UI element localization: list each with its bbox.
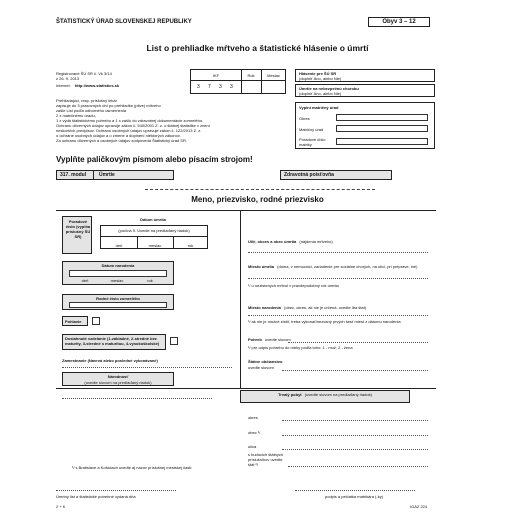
registration-line-2: z 26. 9. 2013 [56, 76, 80, 81]
internet-url[interactable]: http://www.statistics.sk [74, 83, 120, 88]
zdravotna-poistovna-box[interactable] [280, 170, 392, 180]
ico-header-mesiac: Mesiac [267, 73, 280, 78]
zdravotna-poistovna-label: Zdravotná poisťovňa [284, 172, 334, 178]
pohlavie-box [62, 316, 88, 326]
matricny-urad-field[interactable] [336, 125, 428, 132]
instruction-line: zapisuje do 3 prasovných dní po prehliadke (pitve) mŕtveho [56, 103, 161, 108]
nebezpecna-choroba-sub: (doplniť Áno, alebo Nie) [299, 91, 342, 96]
statne-obcianstvo-sub: uvedte slovom [248, 365, 274, 370]
miesto-umrtia-label [248, 264, 432, 269]
datum-umrtia-table [100, 225, 208, 249]
poradove-cislo-label: Poradové číslo (vyplňa príslušný ŠÚ SR) [65, 219, 91, 239]
datum-umrtia-rok: rok [187, 243, 194, 248]
instruction-line: Za ochranu dôverných a osobných údajov zodpovedá Štatistický úrad SR. [56, 138, 187, 143]
matricny-title: Vyplní matričný úrad [299, 105, 339, 110]
hlasenie-sr-label: Hlásenie pre ŠÚ SR [299, 71, 337, 76]
datum-narodenia-mesiac: mesiac [110, 278, 124, 283]
ico-table [190, 69, 286, 94]
trvaly-ulica-label: ulica [248, 444, 257, 449]
vzdelanie-box [62, 334, 166, 350]
datum-umrtia-mesiac: mesiac [148, 243, 162, 248]
trvaly-obec-label: obec ²/ [248, 430, 261, 435]
hlasenie-sr-box[interactable] [295, 69, 435, 82]
trvaly-pobyt-text: Trvalý pobyt [278, 392, 302, 397]
hlasenie-sr-sub: (doplniť Áno, alebo Nie) [299, 76, 342, 81]
instructions-block [56, 98, 339, 143]
form-code: Obyv 3 – 12 [368, 17, 430, 27]
datum-umrtia-label: Dátum úmrtia [140, 217, 166, 222]
nebezpecna-choroba-box[interactable] [295, 84, 435, 97]
miesto-narodenia-sub: (obec, okres, ak nie je určená, uvedte iba štát) [284, 305, 367, 310]
trvaly-pobyt-box [240, 390, 410, 403]
narodnost-box [62, 372, 174, 386]
form-sheet [50, 14, 465, 510]
datum-umrtia-sub: (počína 9. Uvedie na predlaďaný riadok) [118, 228, 190, 233]
instruction-line: 2 x matričnému úradu, [56, 113, 96, 118]
instruction-line: neskorších predpisov. Ochranu osobných údajov upravuje zákon č. 122/2013 Z. z. [56, 128, 202, 133]
pohreb-note: ¹/ pre odpis pohrebu do robky podľa toho: 1 - muž, 2 - žena [248, 345, 353, 350]
matricny-okres-label: Okres [299, 116, 310, 121]
miesto-narodenia-note: ¹/ ak nie je možné zistiť, treba vykonať/nezvaný prvých šesť miest z dátumu narodenia [248, 319, 401, 324]
miesto-narodenia-text: Miesto narodenia [248, 305, 281, 310]
module-row [56, 170, 174, 180]
datum-narodenia-box [62, 261, 174, 285]
ico-digit: 7 [208, 84, 211, 90]
trvaly-ulica-note: s budúcich štátnych príslušníkov uvedte štát ²/ [248, 452, 284, 467]
instruction-line: o ochrane osobných údajov a o zmene a doplnení niektorých zákonov. [56, 133, 181, 138]
datum-narodenia-rok: rok [147, 278, 153, 283]
datum-narodenia-den: deň [81, 278, 89, 283]
datum-umrtia-den: deň [115, 243, 123, 248]
pohreb-text: Pohreb [248, 337, 262, 342]
matricny-urad-box [295, 102, 435, 149]
vzdelanie-field[interactable] [170, 337, 178, 345]
vzdelanie-label: Dosiahnuté vzdelanie (1-základné, 2-stredné bez maturity, 3-stredné s maturitou, 4-vysokoškolské) [65, 336, 160, 346]
matricny-poradove-field[interactable] [336, 138, 428, 145]
form-title: List o prehliadke mŕtveho a štatistické hlásenie o úmrtí [146, 43, 369, 53]
pohlavie-field[interactable] [92, 317, 100, 325]
miesto-narodenia-label [248, 305, 366, 310]
miesto-umrtia-sub: (doma, v nemocnici, zariadenie pre sociálne chorých, na ulici, pri preprave, iné) [277, 264, 418, 269]
narodnost-sub: (uvedte slovom na predlaďaný riadok) [84, 380, 152, 385]
datum-narodenia-field[interactable] [69, 270, 167, 277]
instruction-line: Prehliadajúci, resp. príslušný lekár [56, 98, 117, 103]
bottom-right-code: IGAZ 224 [410, 504, 428, 509]
footnote: ¹/ s Bratislave a Košiciach uvedte aj názov príslušnej mestskej časti [72, 465, 192, 470]
module-number: 317. modul [60, 172, 87, 178]
ico-digit: 3 [230, 84, 233, 90]
signature-right-label: podpis a pečiatka matrikára (-ky) [325, 494, 384, 499]
rodne-cislo-field[interactable] [69, 302, 167, 308]
ulica-obec-label [248, 239, 333, 244]
zamestnanie-label: Zamestnanie (Navrvá alebo posledné vykonávané) [62, 358, 158, 363]
datum-narodenia-label: Dátum narodenia [101, 263, 135, 268]
matricny-urad-label: Matričný úrad [299, 127, 324, 132]
ico-header-rok: Rok [247, 73, 255, 78]
trvaly-okres-label: okres [248, 415, 258, 420]
miesto-umrtia-text: Miesto úmrtia [248, 264, 275, 269]
module-label: Úmrtie [99, 172, 115, 178]
registration-line-1: Registrované ŠÚ SR č. Vk 3/14 [56, 71, 112, 76]
agency-name: ŠTATISTICKÝ ÚRAD SLOVENSKEJ REPUBLIKY [56, 19, 192, 25]
statne-obcianstvo-label: Štátne občianstvo [248, 359, 283, 364]
nebezpecna-choroba-label: Úmrtie na nebezpečnú chorobu [299, 86, 359, 91]
name-heading: Meno, priezvisko, rodné priezvisko [191, 195, 324, 204]
ico-digit: 3 [197, 84, 200, 90]
signature-left-label: Úmrtný list a štatistické potrebné vydaná dňa [56, 494, 136, 499]
instruction-line: 1 x výdá štatistickému pohrebu a 1 x zašlú do zdravotnej dokumentácie zomrelého. [56, 118, 204, 123]
trvaly-pobyt-sub: (uvedte slovom na predlaďaný riadok) [304, 392, 372, 397]
internet-label: Internet: [56, 83, 71, 88]
pohlavie-label: Pohlavie [65, 319, 82, 324]
internet-row [56, 83, 119, 88]
ico-header-ikf: IKF [212, 73, 220, 78]
narodnost-label: Národnosť [107, 374, 129, 379]
miesto-umrtia-note: ¹/ u nezistených mŕtvol v pravdepodobný rok úmrtia [248, 283, 339, 288]
ulica-obec-sub: (nájdenia mŕtveho) [299, 239, 333, 244]
pohreb-sub: uvedte slovom [264, 337, 291, 342]
instruction-line: Ochranu dôverných údajov upravuje zákon č. 540/2001 Z. z. o štátnej štatistike v znení [56, 123, 210, 128]
ulica-obec-text: Ulič, obces a obec úmrtia [248, 239, 297, 244]
matricny-poradove-label: Poradové číslo matriky [299, 137, 326, 147]
rodne-cislo-box [62, 294, 174, 310]
bottom-left-code: 2 + K [56, 504, 66, 509]
matricny-okres-field[interactable] [336, 114, 428, 121]
trvaly-pobyt-label [241, 392, 409, 397]
poradove-cislo-box [62, 216, 92, 254]
instruction-line: zašle List podľa odborného usmernenia [56, 108, 127, 113]
pohreb-label [248, 337, 291, 342]
ico-digit: 3 [219, 84, 222, 90]
fill-instruction: Vyplňte paličkovým písmom alebo písacím strojom! [56, 155, 253, 164]
rodne-cislo-label: Rodné číslo zomrelého [96, 296, 140, 301]
